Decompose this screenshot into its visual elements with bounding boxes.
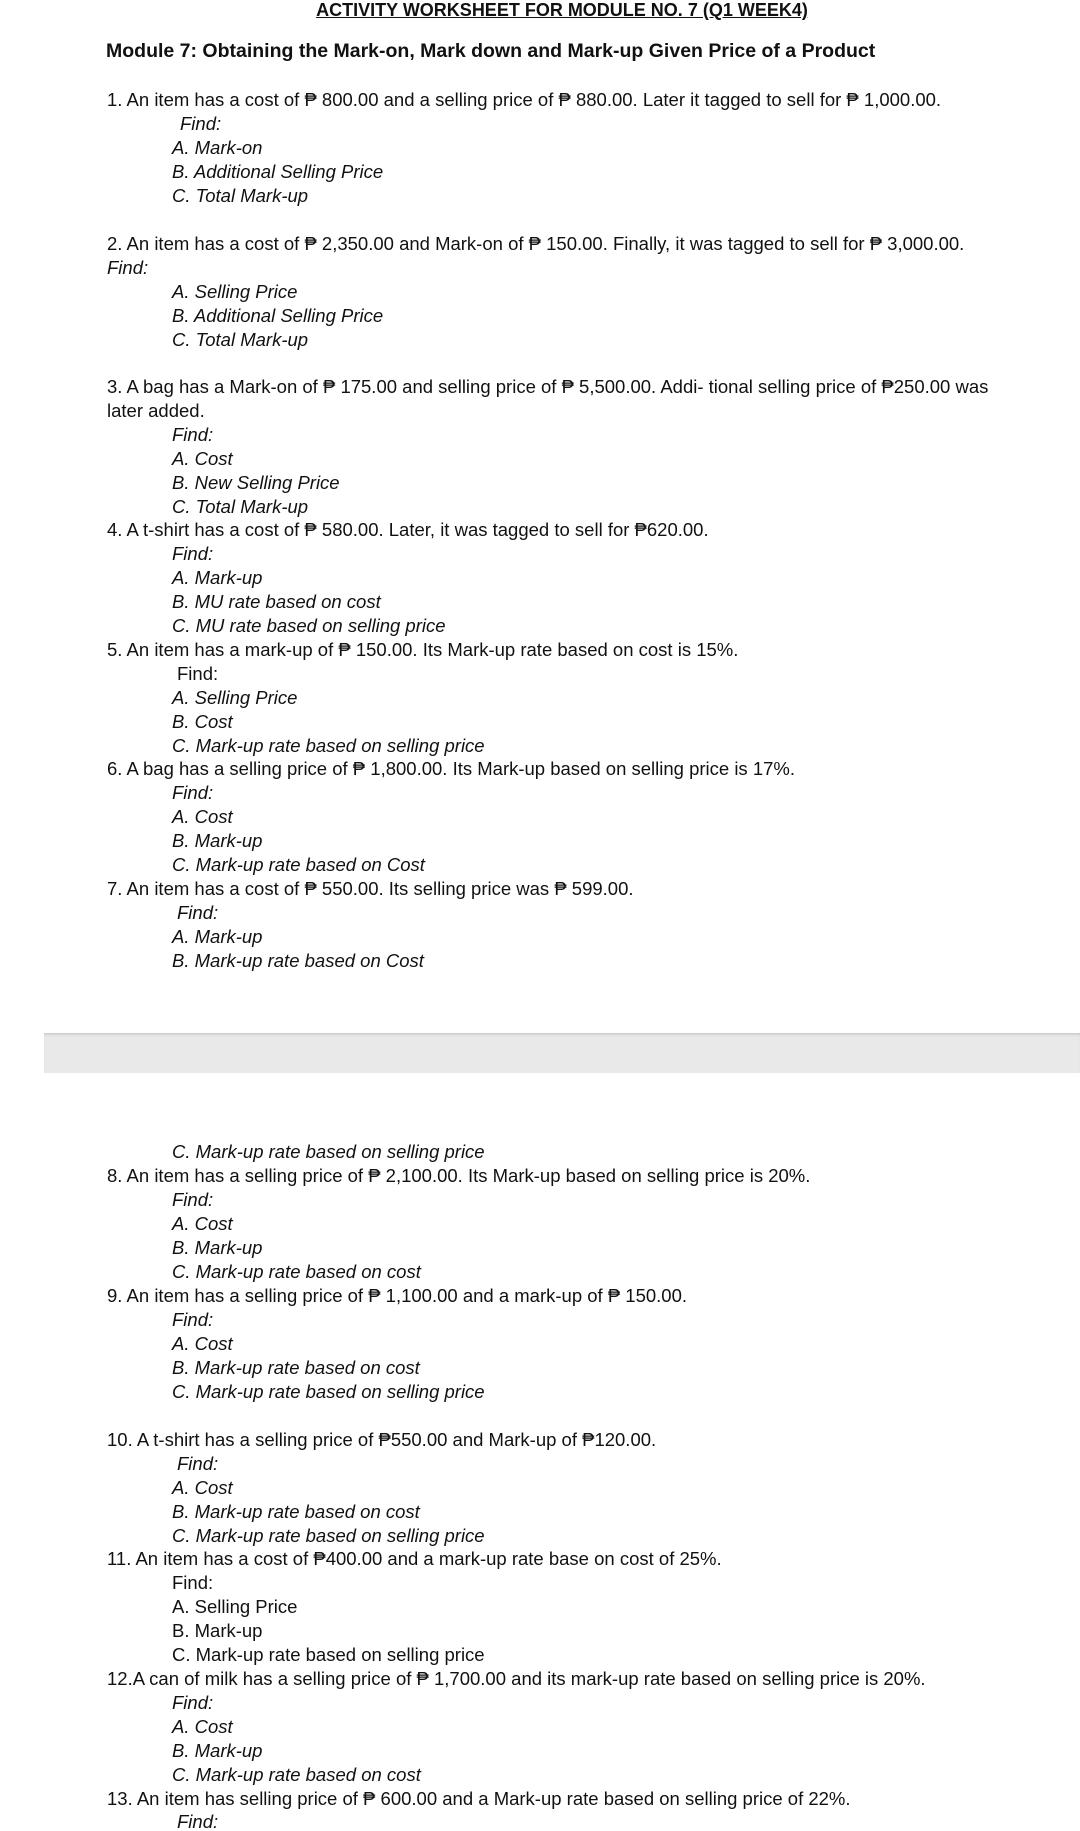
question-2-item-c: C. Total Mark-up [172, 329, 309, 350]
question-7-item-a: A. Mark-up [172, 926, 263, 947]
question-3-text-cont: later added. [107, 400, 205, 421]
question-11-item-b: B. Mark-up [172, 1620, 263, 1641]
question-5-item-b: B. Cost [172, 711, 233, 732]
question-6-text: 6. A bag has a selling price of ₱ 1,800.00. Its Mark-up based on selling price is 17%. [107, 758, 795, 779]
question-3-item-b: B. New Selling Price [172, 472, 340, 493]
question-9-text: 9. An item has a selling price of ₱ 1,100.00 and a mark-up of ₱ 150.00. [107, 1285, 688, 1306]
question-6-item-b: B. Mark-up [172, 830, 263, 851]
question-9-item-c: C. Mark-up rate based on selling price [172, 1381, 485, 1402]
question-3-item-c: C. Total Mark-up [172, 496, 309, 517]
question-11-item-c: C. Mark-up rate based on selling price [172, 1644, 485, 1665]
question-5-find: Find: [177, 663, 219, 684]
question-5-item-c: C. Mark-up rate based on selling price [172, 735, 485, 756]
module-heading: Module 7: Obtaining the Mark-on, Mark down and Mark-up Given Price of a Product [106, 40, 876, 62]
question-5-text: 5. An item has a mark-up of ₱ 150.00. Its Mark-up rate based on cost is 15%. [107, 639, 739, 660]
question-6-item-a: A. Cost [172, 806, 233, 827]
question-1-text: 1. An item has a cost of ₱ 800.00 and a selling price of ₱ 880.00. Later it tagged to sell for ₱ 1,000.00. [107, 89, 942, 110]
question-12-item-a: A. Cost [172, 1716, 233, 1737]
question-2-find: Find: [107, 257, 149, 278]
question-8-item-b: B. Mark-up [172, 1237, 263, 1258]
question-2-item-b: B. Additional Selling Price [172, 305, 384, 326]
question-10-item-a: A. Cost [172, 1477, 233, 1498]
question-4-item-c: C. MU rate based on selling price [172, 615, 446, 636]
question-9-item-b: B. Mark-up rate based on cost [172, 1357, 420, 1378]
question-8-item-c: C. Mark-up rate based on cost [172, 1261, 421, 1282]
question-3-text: 3. A bag has a Mark-on of ₱ 175.00 and selling price of ₱ 5,500.00. Addi- tional selling price of ₱250.00 was [107, 376, 989, 397]
worksheet-title: ACTIVITY WORKSHEET FOR MODULE NO. 7 (Q1 WEEK4) [316, 0, 808, 20]
question-10-item-b: B. Mark-up rate based on cost [172, 1501, 420, 1522]
question-1-item-a: A. Mark-on [172, 137, 263, 158]
question-4-text: 4. A t-shirt has a cost of ₱ 580.00. Later, it was tagged to sell for ₱620.00. [107, 519, 709, 540]
question-7-item-b: B. Mark-up rate based on Cost [172, 950, 424, 971]
question-4-item-b: B. MU rate based on cost [172, 591, 381, 612]
question-13-text: 13. An item has selling price of ₱ 600.00 and a Mark-up rate based on selling price of 22%. [107, 1788, 851, 1809]
question-9-find: Find: [172, 1309, 214, 1330]
question-10-item-c: C. Mark-up rate based on selling price [172, 1525, 485, 1546]
question-13-find: Find: [177, 1811, 219, 1831]
question-3-item-a: A. Cost [172, 448, 233, 469]
page-break-gutter [44, 1033, 1080, 1073]
question-10-find: Find: [177, 1453, 219, 1474]
question-4-find: Find: [172, 543, 214, 564]
question-2-item-a: A. Selling Price [172, 281, 298, 302]
question-1-find: Find: [180, 113, 222, 134]
question-11-find: Find: [172, 1572, 214, 1593]
question-8-item-a: A. Cost [172, 1213, 233, 1234]
question-8-find: Find: [172, 1189, 214, 1210]
question-11-text: 11. An item has a cost of ₱400.00 and a mark-up rate base on cost of 25%. [107, 1548, 722, 1569]
question-11-item-a: A. Selling Price [172, 1596, 298, 1617]
question-5-item-a: A. Selling Price [172, 687, 298, 708]
question-8-text: 8. An item has a selling price of ₱ 2,100.00. Its Mark-up based on selling price is 20%. [107, 1165, 811, 1186]
question-4-item-a: A. Mark-up [172, 567, 263, 588]
question-12-item-b: B. Mark-up [172, 1740, 263, 1761]
worksheet-page-1 [44, 0, 1080, 1033]
question-1-item-c: C. Total Mark-up [172, 185, 309, 206]
question-6-item-c: C. Mark-up rate based on Cost [172, 854, 425, 875]
question-12-item-c: C. Mark-up rate based on cost [172, 1764, 421, 1785]
question-10-text: 10. A t-shirt has a selling price of ₱550.00 and Mark-up of ₱120.00. [107, 1429, 657, 1450]
question-12-find: Find: [172, 1692, 214, 1713]
question-1-item-b: B. Additional Selling Price [172, 161, 384, 182]
question-6-find: Find: [172, 782, 214, 803]
question-7-text: 7. An item has a cost of ₱ 550.00. Its selling price was ₱ 599.00. [107, 878, 634, 899]
worksheet-page-2 [44, 1073, 1080, 1831]
question-9-item-a: A. Cost [172, 1333, 233, 1354]
question-7-find: Find: [177, 902, 219, 923]
question-7-item-c: C. Mark-up rate based on selling price [172, 1141, 485, 1162]
question-12-text: 12.A can of milk has a selling price of ₱ 1,700.00 and its mark-up rate based on selling price is 20%. [107, 1668, 926, 1689]
question-2-text: 2. An item has a cost of ₱ 2,350.00 and Mark-on of ₱ 150.00. Finally, it was tagged to sell for ₱ 3,000.00. [107, 233, 965, 254]
question-3-find: Find: [172, 424, 214, 445]
